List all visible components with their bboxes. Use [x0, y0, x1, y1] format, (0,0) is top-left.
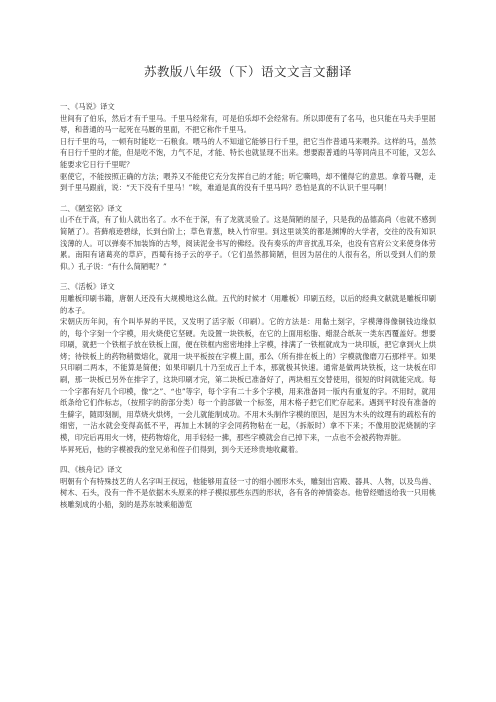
document-title: 苏教版八年级（下）语文文言文翻译	[143, 64, 352, 79]
section-heading: 四、《核舟记》译文	[60, 465, 123, 475]
paragraph: 世间有了伯乐，然后才有千里马。千里马经常有，可是伯乐却不会经常有。所以即使有了名马，也只能在马夫手里屈辱，和普通的马一起死在马厩的里面，不把它称作千里马。	[60, 113, 436, 135]
section-he-zhou-ji	[60, 464, 436, 510]
section-lou-shi-ming	[60, 203, 436, 273]
section-heading: 三、《活板》译文	[60, 282, 115, 292]
section-heading: 一、《马说》译文	[60, 102, 115, 111]
section-ma-shuo	[60, 101, 436, 194]
paragraph: 宋朝庆历年间，有个叫毕昇的平民，又发明了活字版（印刷）。它的方法是：用黏土刻字，字模薄得像铜钱边缘似的，每个字刻一个字模，用火烧使它坚硬。先设置一块铁板，在它的上面用松脂、蜡混合纸灰一类东西覆盖好。想要印刷，就把一个铁框子放在铁板上面，便在铁框内密密地排上字模，排满了一铁框就成为一块印版，把它拿到火上烘烤；待铁板上的药物稍微熔化，就用一块平板按在字模上面，那么（所有排在板上的）字模就像磨刀石那样平。如果只印刷二两本，不能算是简便；如果印刷几十乃至成百上千本，那就极其快速。通常是做两块铁板，这一块板在印刷，那一块板已另外在排字了，这块印刷才完，第二块板已准备好了，两块相互交替使用，很短的时间就能完成。每一个字都有好几个印模，像“之”、“也”等字，每个字有二十多个字模，用来准备同一版内有重复的字。不用时，就用纸条给它们作标志，（按照字的韵部分类）每一个韵部做一个标签，用木格子把它们贮存起来。遇到平时没有准备的生僻字，随即刻制，用草烧火烘烤，一会儿就能制成功。不用木头制作字模的原因，是因为木头的纹理有的疏松有的细密，一沾水就会变得高低不平，再加上木制的字会同药物粘在一起，（拆版时）拿不下来；不像用胶泥烧制的字模，印完后再用火一烤，使药物熔化，用手轻轻一拂，那些字模就会自己掉下来，一点也不会被药物弄脏。	[60, 317, 436, 443]
paragraph: 明朝有个有特殊技艺的人名字叫王叔远，他能够用直径一寸的细小圆形木头，雕刻出宫殿、器具、人物，以及鸟兽、树木、石头，没有一件不是依据木头原来的样子模拟那些东西的形状，各有各的神情姿态。他曾经赠送给我一只用桃核雕刻成的小船，刻的是苏东坡乘船游览	[60, 476, 436, 509]
paragraph: 日行千里的马，一顿有时能吃一石粮食。喂马的人不知道它能够日行千里，把它当作普通马来喂养。这样的马，虽然有日行千里的才能，但是吃不饱，力气不足，才能、特长也就显现不出来。想要跟普通的马等同尚且不可能，又怎么能要求它日行千里呢？	[60, 136, 436, 169]
paragraph: 驱使它，不能按照正确的方法；喂养又不能使它充分发挥自己的才能；听它嘶鸣，却不懂得它的意思。拿着马鞭，走到千里马跟前，说：“天下没有千里马！”唉，难道是真的没有千里马吗？恐怕是真的不认识千里马啊！	[60, 171, 436, 193]
section-huo-ban	[60, 281, 436, 455]
paragraph: 毕昇死后，他的字模被我的堂兄弟和侄子们得到，到今天还珍贵地收藏着。	[60, 444, 303, 454]
paragraph: 用雕板印刷书籍，唐朝人还没有大规模地这么做。五代的时候才（用雕板）印刷五经，以后的经典文献就是雕板印刷的本子。	[60, 293, 436, 315]
paragraph: 山不在于高，有了仙人就出名了。水不在于深，有了龙就灵验了。这是简陋的屋子，只是我的品德高尚（也就不感到简陋了）。苔藓痕迹碧绿，长到台阶上；草色青葱，映入竹帘里。到这里谈笑的都是渊博的大学者，交往的没有知识浅薄的人。可以弹奏不加装饰的古琴，阅读泥金书写的佛经。没有奏乐的声音扰乱耳朵，也没有官府公文来使身体劳累。南阳有诸葛亮的草庐，西蜀有扬子云的亭子。（它们虽然都简陋，但因为居住的人很有名，所以受到人们的景仰。）孔子说：“有什么简陋呢？”	[60, 215, 436, 271]
section-heading: 二、《陋室铭》译文	[60, 203, 123, 213]
